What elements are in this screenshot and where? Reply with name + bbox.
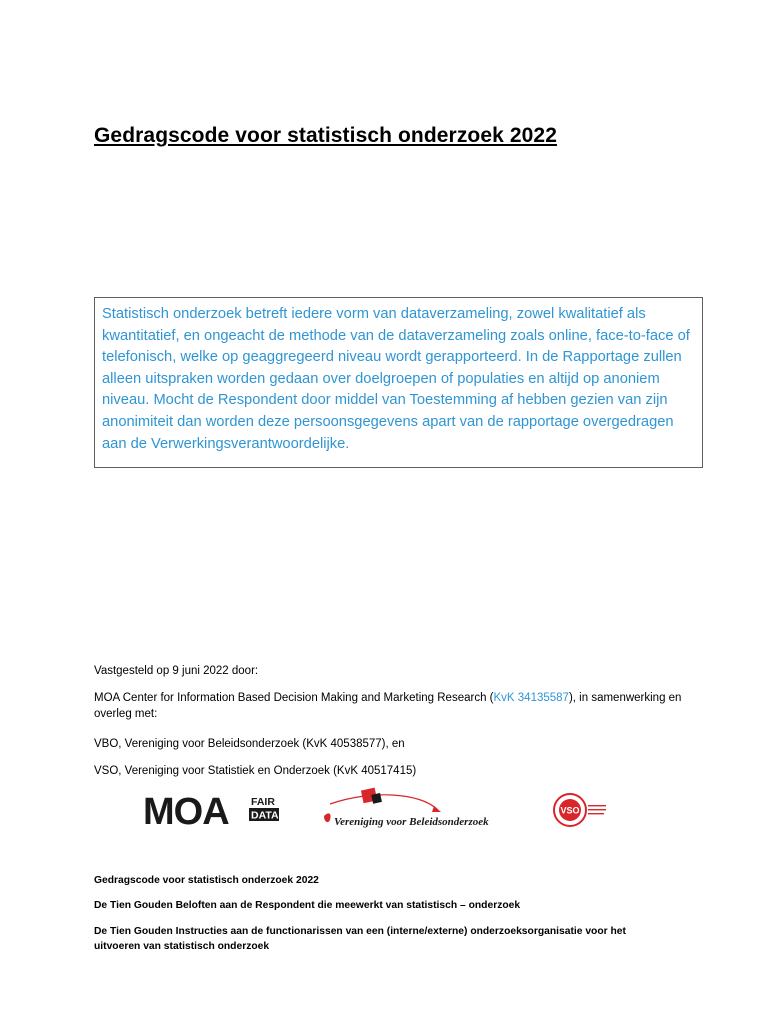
moa-logo-graphic xyxy=(143,790,283,830)
page-title: Gedragscode voor statistisch onderzoek 2022 xyxy=(94,124,557,147)
footer-title: Gedragscode voor statistisch onderzoek 2022 xyxy=(94,875,319,886)
vbo-line: VBO, Vereniging voor Beleidsonderzoek (KvK 40538577), en xyxy=(94,738,405,750)
vso-logo-line-3 xyxy=(588,813,604,814)
vbo-logo-graphic xyxy=(320,786,500,830)
moa-logo-fair: FAIR xyxy=(251,796,275,808)
moa-line-suffix: ), in samenwerking en overleg met: xyxy=(94,692,682,720)
footer-promises: De Tien Gouden Beloften aan de Respondent die meewerkt van statistisch – onderzoek xyxy=(94,900,521,911)
vso-logo-line-1 xyxy=(588,805,606,806)
footer-instructions: De Tien Gouden Instructies aan de functionarissen van een (interne/externe) onderzoeksorganisatie voor het uitvoeren van statistisch onderzoek xyxy=(94,926,626,952)
moa-logo-data: DATA xyxy=(251,809,279,822)
definition-box xyxy=(94,297,703,468)
vso-logo-line-2 xyxy=(588,809,606,810)
moa-fair-data-logo xyxy=(143,790,283,830)
moa-logo-wordmark: MOA xyxy=(143,791,229,830)
moa-line-prefix: MOA Center for Information Based Decision Making and Marketing Research ( xyxy=(94,692,494,704)
vbo-logo-text: Vereniging voor Beleidsonderzoek xyxy=(334,816,489,828)
vso-logo-graphic xyxy=(552,792,608,828)
vso-line: VSO, Vereniging voor Statistiek en Onderzoek (KvK 40517415) xyxy=(94,765,417,777)
definition-text: Statistisch onderzoek betreft iedere vorm van dataverzameling, zowel kwalitatief als kwantitatief, en ongeacht de methode van de dataverzameling zoals online, face-to-face of telefonisch, welke op geaggregeerd niveau wordt gerapporteerd. In de Rapportage zullen alleen uitspraken worden gedaan over doelgroepen of populaties en altijd op anoniem niveau. Mocht de Respondent door middel van Toestemming af hebben gezien van zijn anonimiteit dan worden deze persoonsgegevens apart van de rapportage overgedragen aan de Verwerkingsverantwoordelijke. xyxy=(102,306,690,452)
vbo-logo-swirl xyxy=(324,813,331,822)
moa-kvk-number: KvK 34135587 xyxy=(493,692,569,704)
vbo-logo-square-2 xyxy=(371,793,382,804)
moa-line xyxy=(94,690,694,722)
adoption-date-line: Vastgesteld op 9 juni 2022 door: xyxy=(94,665,259,677)
vbo-logo-arrowhead xyxy=(432,806,441,812)
vso-logo-text: VSO xyxy=(560,805,580,816)
vbo-logo-arc xyxy=(330,795,438,810)
vso-logo xyxy=(552,792,608,828)
vbo-logo xyxy=(320,786,500,830)
